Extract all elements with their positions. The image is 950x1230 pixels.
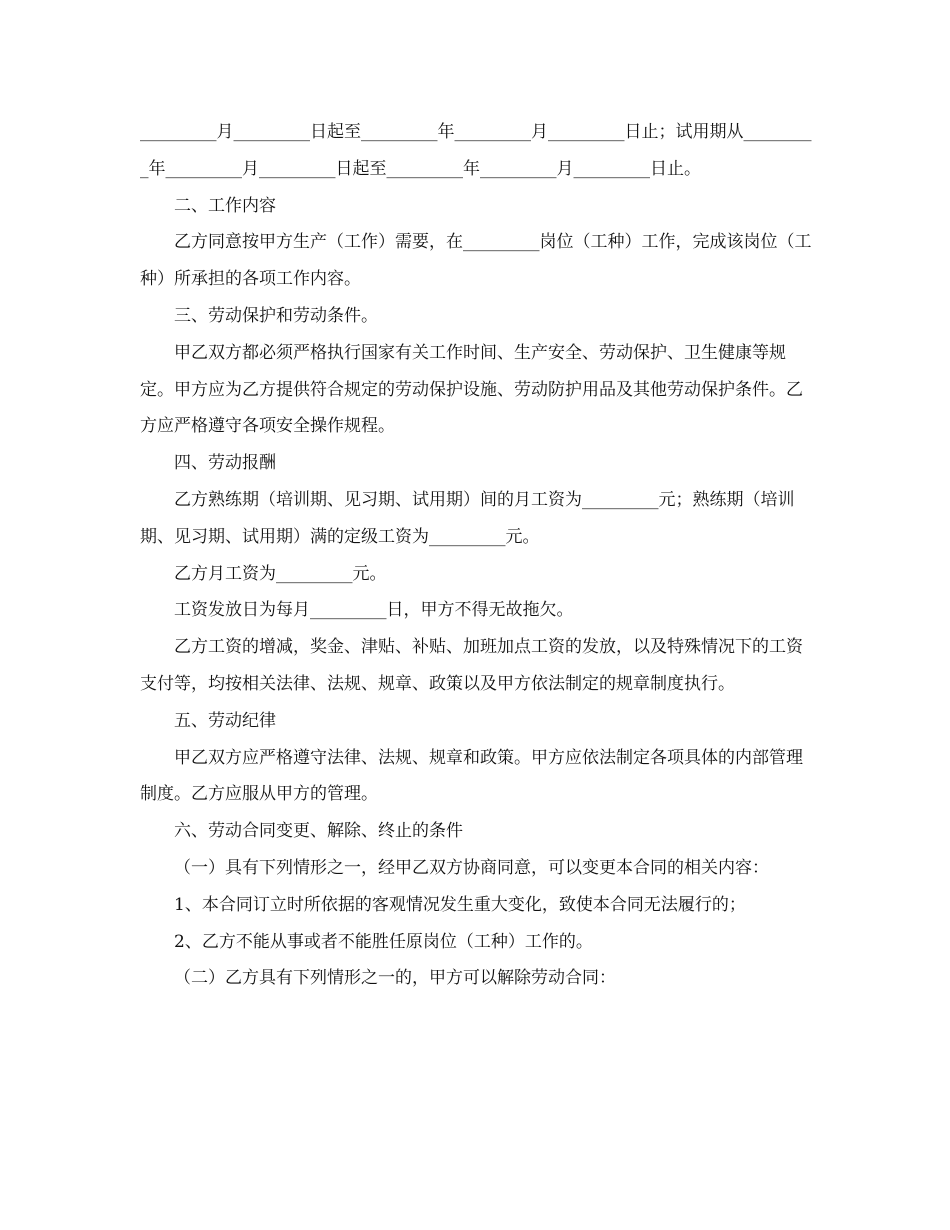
paragraph-change-conditions: （一）具有下列情形之一，经甲乙双方协商同意，可以变更本合同的相关内容： — [174, 857, 769, 878]
paragraph-payday: 工资发放日为每月_________日，甲方不得无故拖欠。 — [174, 600, 574, 621]
paragraph-termination-conditions: （二）乙方具有下列情形之一的，甲方可以解除劳动合同： — [174, 968, 616, 989]
heading-labor-protection: 三、劳动保护和劳动条件。 — [174, 305, 378, 326]
heading-contract-change: 六、劳动合同变更、解除、终止的条件 — [174, 821, 463, 842]
paragraph-labor-discipline: 甲乙双方应严格遵守法律、法规、规章和政策。甲方应依法制定各项具体的内部管理制度。乙方应服从甲方的管理。 — [140, 747, 803, 805]
heading-remuneration: 四、劳动报酬 — [174, 453, 276, 474]
list-item-change-1: 1、本合同订立时所依据的客观情况发生重大变化，致使本合同无法履行的； — [174, 894, 746, 915]
paragraph-monthly-wage: 乙方月工资为_________元。 — [174, 563, 387, 584]
heading-work-content: 二、工作内容 — [174, 195, 276, 216]
list-item-change-2: 2、乙方不能从事或者不能胜任原岗位（工种）工作的。 — [174, 931, 593, 952]
heading-labor-discipline: 五、劳动纪律 — [174, 710, 276, 731]
paragraph-wage-adjustment: 乙方工资的增减，奖金、津贴、补贴、加班加点工资的发放，以及特殊情况下的工资支付等，均按相关法律、法规、规章、政策以及甲方依法制定的规章制度执行。 — [140, 637, 803, 694]
paragraph-probation-wage: 乙方熟练期（培训期、见习期、试用期）间的月工资为_________元；熟练期（培训期、见习期、试用期）满的定级工资为_________元。 — [140, 489, 795, 547]
document-body — [140, 114, 815, 997]
paragraph-labor-protection: 甲乙双方都必须严格执行国家有关工作时间、生产安全、劳动保护、卫生健康等规定。甲方应为乙方提供符合规定的劳动保护设施、劳动防护用品及其他劳动保护条件。乙方应严格遵守各项安全操作规程。 — [140, 342, 803, 437]
paragraph-work-content: 乙方同意按甲方生产（工作）需要，在_________岗位（工种）工作，完成该岗位（工种）所承担的各项工作内容。 — [140, 232, 812, 290]
paragraph-dates-continued: _________月_________日起至_________年_________月_________日止；试用期从_________年_________月_________日起至_________年_________月_________日止。 — [140, 122, 812, 179]
